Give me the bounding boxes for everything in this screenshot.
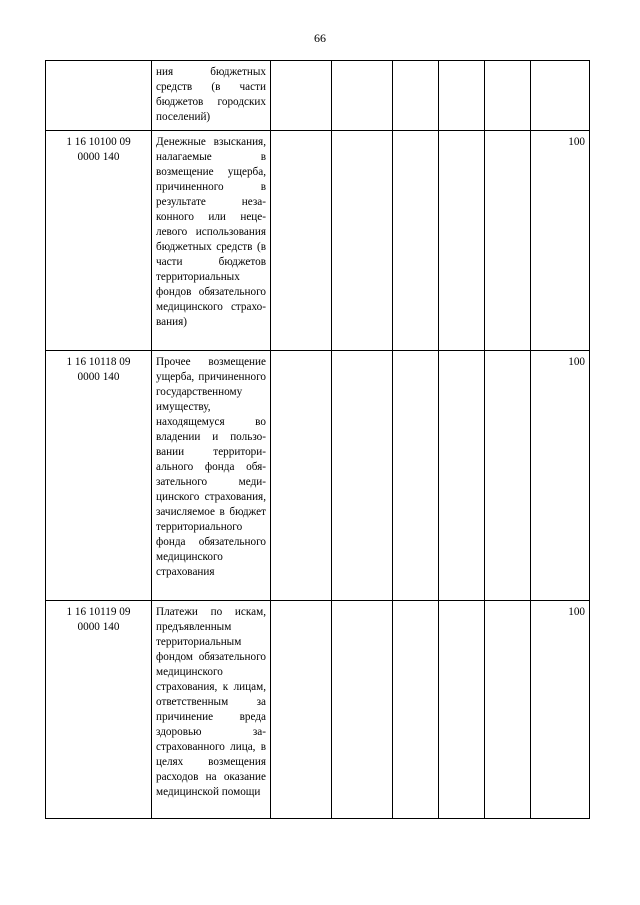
- empty-cell: [393, 351, 439, 601]
- empty-cell: [332, 601, 393, 819]
- budget-code-line: 0000 140: [77, 371, 120, 383]
- budget-classification-table: [45, 60, 590, 819]
- budget-code-line: 1 16 10119 09: [66, 606, 131, 618]
- empty-cell: [439, 601, 485, 819]
- empty-cell: [485, 61, 531, 131]
- empty-cell: [271, 351, 332, 601]
- empty-cell: [271, 61, 332, 131]
- normative-value-cell: 100: [531, 131, 590, 351]
- empty-cell: [439, 131, 485, 351]
- table-row: [46, 131, 590, 351]
- revenue-name-cell: ния бюджетных средств (в части бюджетов городских поселений): [152, 61, 271, 131]
- empty-cell: [271, 131, 332, 351]
- empty-cell: [393, 131, 439, 351]
- empty-cell: [485, 131, 531, 351]
- empty-cell: [485, 601, 531, 819]
- empty-cell: [332, 351, 393, 601]
- empty-cell: [393, 601, 439, 819]
- empty-cell: [271, 601, 332, 819]
- empty-cell: [332, 61, 393, 131]
- normative-value-cell: 100: [531, 351, 590, 601]
- budget-code-cell: [46, 601, 152, 819]
- budget-code-cell: [46, 61, 152, 131]
- budget-code-cell: [46, 351, 152, 601]
- budget-code-line: 1 16 10118 09: [66, 356, 131, 368]
- empty-cell: [485, 351, 531, 601]
- normative-value-cell: [531, 61, 590, 131]
- table-row: [46, 351, 590, 601]
- revenue-name-cell: Прочее возмещение ущерба, причиненного государственному имуществу, находящемуся во владении и пользовании территориального фонда обязательного медицинского страхования, зачисляемое в бюджет территориального фонда обязательного медицинского страхования: [152, 351, 271, 601]
- revenue-name-cell: Платежи по искам, предъявленным территориальным фондом обязательного медицинского страхования, к лицам, ответственным за причинение вреда здоровью застрахованного лица, в целях возмещения расходов на оказание медицинской помощи: [152, 601, 271, 819]
- budget-code-line: 1 16 10100 09: [66, 136, 131, 148]
- budget-code-cell: [46, 131, 152, 351]
- revenue-name-cell: Денежные взыскания, налагаемые в возмещение ущерба, причиненного в результате незаконного или нецелевого использования бюджетных средств (в части бюджетов территориальных фондов обязательного медицинского страхования): [152, 131, 271, 351]
- budget-code-line: 0000 140: [77, 621, 120, 633]
- budget-code-line: 0000 140: [77, 151, 120, 163]
- empty-cell: [439, 351, 485, 601]
- empty-cell: [439, 61, 485, 131]
- table-row: [46, 61, 590, 131]
- normative-value-cell: 100: [531, 601, 590, 819]
- empty-cell: [393, 61, 439, 131]
- table-row: [46, 601, 590, 819]
- empty-cell: [332, 131, 393, 351]
- page-number: 66: [314, 31, 326, 45]
